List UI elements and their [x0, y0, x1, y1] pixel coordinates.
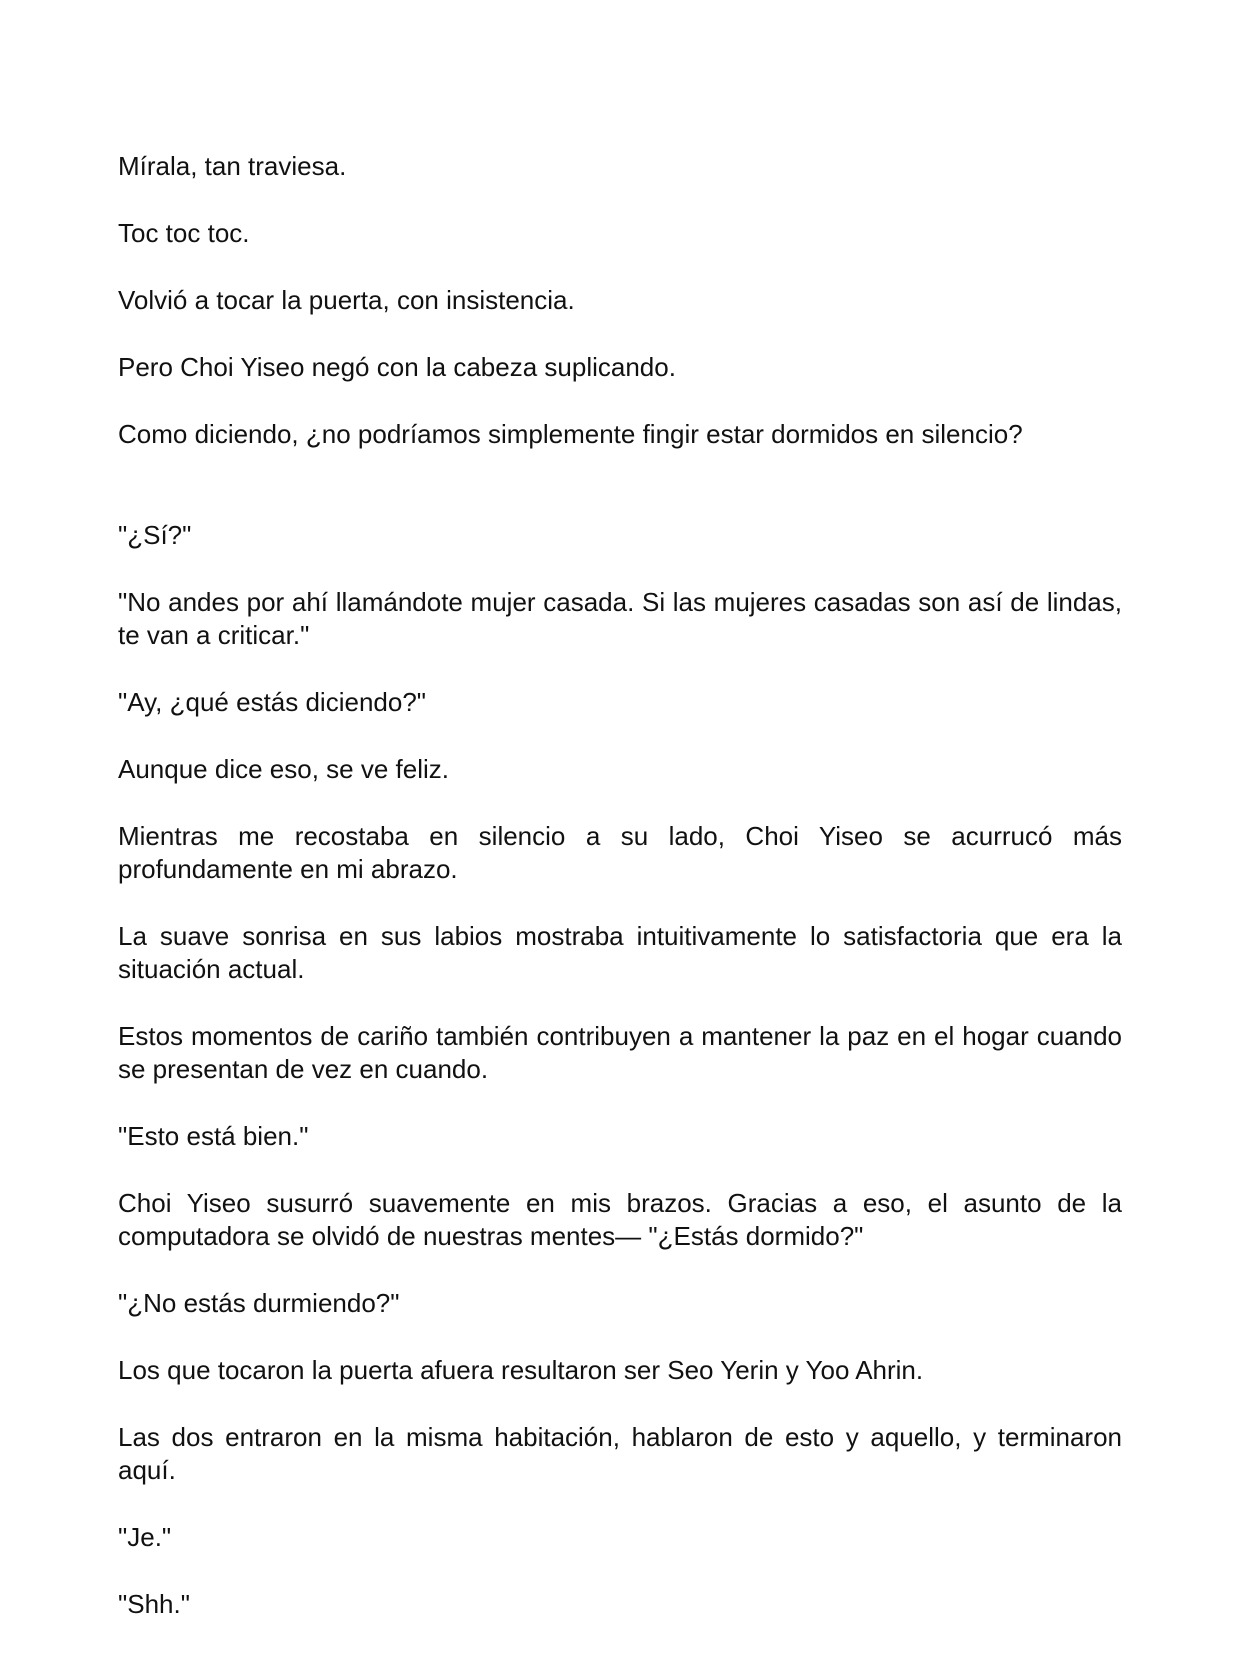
paragraph: Como diciendo, ¿no podríamos simplemente fingir estar dormidos en silencio? [118, 419, 1023, 449]
paragraph: "Je." [118, 1522, 172, 1552]
paragraph: Choi Yiseo susurró suavemente en mis brazos. Gracias a eso, el asunto de la computadora se olvidó de nuestras mentes— "¿Estás dormido?" [118, 1188, 1122, 1251]
paragraph: La suave sonrisa en sus labios mostraba intuitivamente lo satisfactoria que era la situación actual. [118, 921, 1122, 984]
document-page [118, 150, 1122, 1655]
paragraph: Pero Choi Yiseo negó con la cabeza suplicando. [118, 352, 676, 382]
paragraph: Volvió a tocar la puerta, con insistencia. [118, 285, 575, 315]
paragraph: Estos momentos de cariño también contribuyen a mantener la paz en el hogar cuando se presentan de vez en cuando. [118, 1021, 1122, 1084]
paragraph: Mientras me recostaba en silencio a su lado, Choi Yiseo se acurrucó más profundamente en mi abrazo. [118, 821, 1122, 884]
paragraph: "Esto está bien." [118, 1121, 309, 1151]
paragraph: Las dos entraron en la misma habitación, hablaron de esto y aquello, y terminaron aquí. [118, 1422, 1122, 1485]
paragraph: "¿No estás durmiendo?" [118, 1288, 400, 1318]
paragraph: "No andes por ahí llamándote mujer casada. Si las mujeres casadas son así de lindas, te van a criticar." [118, 587, 1122, 650]
paragraph: "¿Sí?" [118, 520, 192, 550]
paragraph: Mírala, tan traviesa. [118, 151, 347, 181]
paragraph: "Ay, ¿qué estás diciendo?" [118, 687, 427, 717]
paragraph: Los que tocaron la puerta afuera resultaron ser Seo Yerin y Yoo Ahrin. [118, 1355, 924, 1385]
paragraph: Toc toc toc. [118, 218, 250, 248]
paragraph: "Shh." [118, 1589, 190, 1619]
paragraph: Aunque dice eso, se ve feliz. [118, 754, 449, 784]
